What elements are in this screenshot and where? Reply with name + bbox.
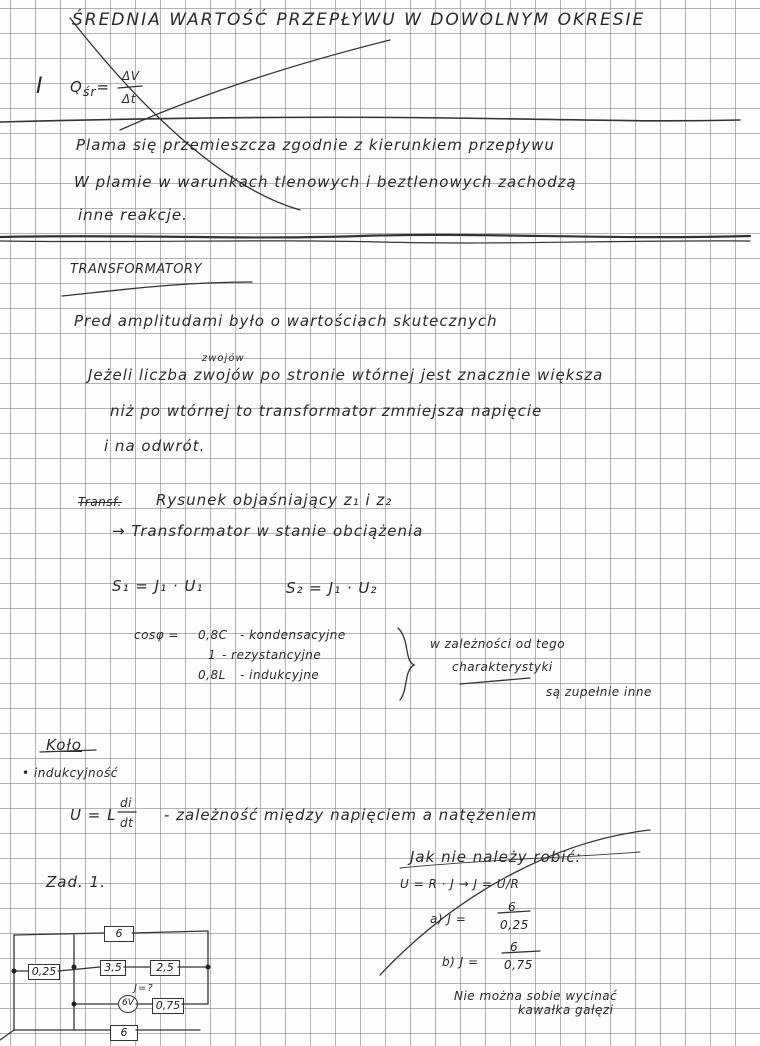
answer-a-label: a) J = (430, 912, 467, 926)
coil-formula-den: dt (120, 816, 134, 830)
circuit-resistor-075: 0,75 (152, 998, 184, 1014)
note-line-2: W plamie w warunkach tlenowych i beztlenowych zachodzą (74, 173, 577, 191)
answer-b-label: b) J = (442, 955, 479, 969)
turns-insert: zwojów (202, 353, 245, 364)
coil-formula-num: di (120, 796, 132, 810)
load-state-line: → Transformator w stanie obciążenia (112, 522, 424, 540)
note-line-1: Plama się przemieszcza zgodnie z kierunkiem przepływu (76, 136, 555, 154)
coil-formula-desc: - zależność między napięciem a natężeniem (164, 806, 538, 824)
task-note-2: kawałka gałęzi (518, 1003, 614, 1017)
flow-formula-lhs: $Q_{śr}=$ (70, 78, 111, 99)
cos-note-1: w zależności od tego (430, 637, 566, 651)
circuit-resistor-6-top: 6 (104, 926, 134, 942)
cos-desc-1: - kondensacyjne (240, 628, 346, 642)
task-label: Zad. 1. (46, 873, 106, 891)
cos-value-3: 0,8L (198, 668, 226, 682)
answer-a-den: 0,25 (500, 918, 529, 932)
struck-word: Transf. (78, 495, 122, 509)
cos-label: cosφ = (134, 628, 179, 642)
coil-bullet: • indukcyjność (22, 766, 118, 780)
answer-b-den: 0,75 (504, 958, 533, 972)
circuit-source-6v: 6V (118, 995, 138, 1013)
section-heading-transformers: TRANSFORMATORY (70, 262, 202, 277)
cos-value-2: 1 (208, 648, 217, 662)
flow-formula-den: Δt (122, 92, 136, 106)
cos-desc-3: - indukcyjne (240, 668, 320, 682)
circuit-resistor-025: 0,25 (28, 964, 60, 980)
wrong-step-1: U = R · J → J = U/R (400, 877, 520, 891)
coil-formula-lhs: U = L (70, 806, 117, 824)
cos-value-1: 0,8C (198, 628, 228, 642)
turns-line-2: niż po wtórnej to transformator zmniejsza napięcie (110, 402, 543, 420)
note-line-3: inne reakcje. (78, 206, 188, 224)
cos-note-3: są zupełnie inne (546, 685, 652, 699)
flow-formula-num: ΔV (122, 69, 140, 83)
amplitudes-text: Pred amplitudami było o wartościach skutecznych (74, 312, 498, 330)
cos-desc-2: - rezystancyjne (222, 648, 322, 662)
page-title: ŚREDNIA WARTOŚĆ PRZEPŁYWU W DOWOLNYM OKRESIE (72, 10, 646, 30)
circuit-resistor-35: 3,5 (100, 960, 126, 976)
turns-line-1: Jeżeli liczba zwojów po stronie wtórnej jest znacznie większa (88, 366, 604, 384)
answer-a-num: 6 (508, 900, 517, 914)
power-formula-2: S₂ = J₁ · U₂ (286, 579, 378, 597)
wrong-way-heading: Jak nie należy robić: (410, 848, 582, 866)
power-formula-1: S₁ = J₁ · U₁ (112, 577, 204, 595)
turns-line-3: i na odwrót. (104, 437, 206, 455)
formula-index: I (36, 74, 45, 99)
cos-note-2: charakterystyki (452, 660, 553, 674)
circuit-resistor-25: 2,5 (150, 960, 180, 976)
figure-caption: Rysunek objaśniający z₁ i z₂ (156, 491, 393, 509)
answer-b-num: 6 (510, 940, 519, 954)
task-note-1: Nie można sobie wycinać (454, 989, 618, 1003)
circuit-unknown-current: J=? (134, 983, 154, 994)
circuit-resistor-6-bottom: 6 (110, 1025, 138, 1041)
coil-heading: Koło (46, 736, 82, 754)
